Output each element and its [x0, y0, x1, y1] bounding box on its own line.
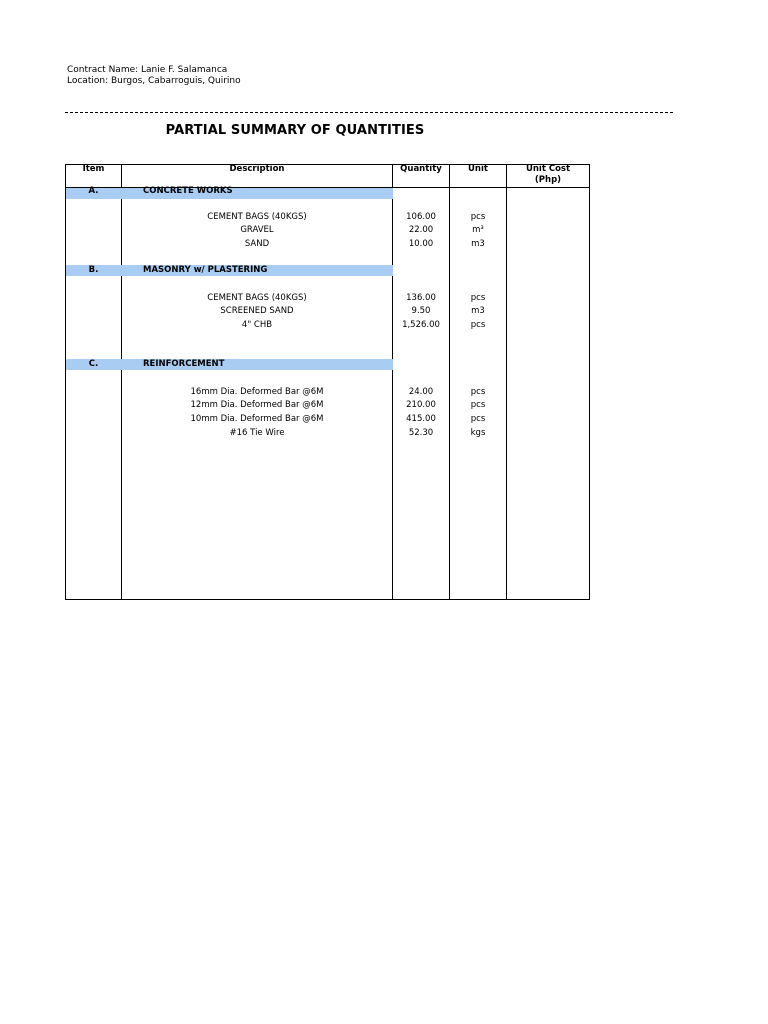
column-header-unit-cost — [507, 164, 589, 186]
quantities-table — [65, 164, 590, 600]
column-header-description: Description — [229, 164, 285, 174]
unit-cost-currency: (Php) — [534, 175, 562, 185]
column-header-quantity: Quantity — [400, 164, 442, 174]
table-row-unit: pcs — [470, 414, 486, 424]
table-row-description: SCREENED SAND — [220, 306, 294, 316]
table-row-quantity: 10.00 — [408, 239, 434, 249]
unit-cost-label: Unit Cost — [525, 164, 571, 174]
section-title-b: MASONRY w/ PLASTERING — [143, 265, 268, 275]
table-row-quantity: 415.00 — [406, 414, 436, 424]
table-row-unit: m3 — [471, 306, 485, 316]
table-row-quantity: 24.00 — [408, 387, 434, 397]
table-row-quantity: 106.00 — [406, 212, 436, 222]
table-row-description: 16mm Dia. Deformed Bar @6M — [190, 387, 324, 397]
table-row-quantity: 9.50 — [411, 306, 431, 316]
contract-name: Contract Name: Lanie F. Salamanca — [67, 65, 228, 75]
table-row-unit: pcs — [470, 387, 486, 397]
section-title-a: CONCRETE WORKS — [143, 186, 233, 196]
dashed-divider — [65, 112, 673, 113]
table-row-quantity: 1,526.00 — [402, 320, 440, 330]
page-title: PARTIAL SUMMARY OF QUANTITIES — [165, 123, 425, 138]
column-header-unit: Unit — [468, 164, 488, 174]
table-row-description: #16 Tie Wire — [229, 428, 285, 438]
table-row-unit: pcs — [470, 320, 486, 330]
table-row-description: 12mm Dia. Deformed Bar @6M — [190, 400, 324, 410]
table-row-quantity: 52.30 — [408, 428, 434, 438]
table-row-description: CEMENT BAGS (40KGS) — [207, 212, 307, 222]
table-row-unit: pcs — [470, 293, 486, 303]
table-row-description: 10mm Dia. Deformed Bar @6M — [190, 414, 324, 424]
table-row-description: SAND — [244, 239, 270, 249]
table-row-quantity: 136.00 — [406, 293, 436, 303]
section-title-c: REINFORCEMENT — [143, 359, 225, 369]
table-row-unit: pcs — [470, 400, 486, 410]
section-letter-b: B. — [88, 265, 99, 275]
table-row-description: CEMENT BAGS (40KGS) — [207, 293, 307, 303]
table-row-unit: pcs — [470, 212, 486, 222]
table-row-unit: m³ — [472, 225, 484, 235]
section-letter-c: C. — [88, 359, 99, 369]
section-letter-a: A. — [88, 186, 99, 196]
table-row-description: GRAVEL — [240, 225, 274, 235]
location: Location: Burgos, Cabarroguis, Quirino — [67, 76, 241, 86]
table-row-description: 4" CHB — [241, 320, 273, 330]
table-row-quantity: 210.00 — [406, 400, 436, 410]
table-row-unit: kgs — [470, 428, 486, 438]
column-divider-unit — [506, 164, 507, 600]
table-row-unit: m3 — [471, 239, 485, 249]
column-header-item: Item — [82, 164, 105, 174]
table-row-quantity: 22.00 — [408, 225, 434, 235]
